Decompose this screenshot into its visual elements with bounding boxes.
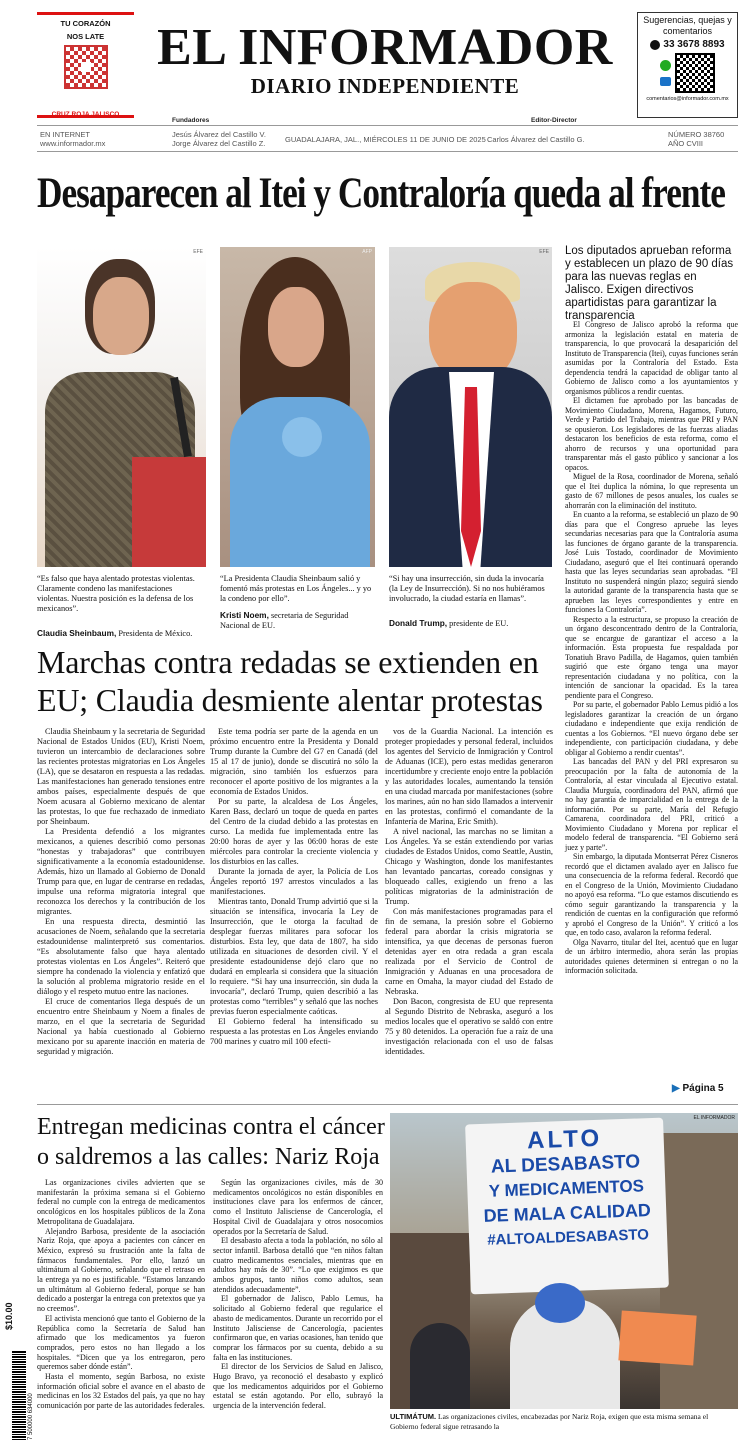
- story3-headline: Entregan medicinas contra el cáncer o saldremos a las calles: Nariz Roja: [37, 1114, 385, 1170]
- quote-sheinbaum: “Es falso que haya alentado protestas violentas. Claramente condeno las manifestaciones violentas. Nuestra posición es la defensa de los mexicanos”.: [37, 574, 195, 613]
- photo-credit: EFE: [193, 249, 203, 255]
- sign-line2: AL DESABASTO: [490, 1151, 641, 1178]
- contact-title: Sugerencias, quejas y comentarios: [643, 15, 732, 36]
- photo-trump: [389, 247, 552, 567]
- contact-box: [637, 12, 738, 118]
- story2-headline: Marchas contra redadas se extienden en EU; Claudia desmiente alentar protestas: [37, 644, 543, 718]
- founder-1: Jesús Álvarez del Castillo V.: [172, 130, 266, 139]
- site-url[interactable]: www.informador.mx: [40, 139, 106, 148]
- photo-credit: AFP: [362, 249, 372, 255]
- contact-qr-icon: [675, 53, 715, 93]
- contact-email[interactable]: comentarios@informador.com.mx: [646, 96, 729, 102]
- name-trump: Donald Trump,: [389, 618, 448, 628]
- newspaper-name: EL INFORMADOR: [157, 19, 613, 76]
- caption-text: Las organizaciones civiles, encabezadas por Nariz Roja, exigen que esta misma semana el Gobierno federal sigue retrasando la: [390, 1412, 709, 1431]
- name-sheinbaum: Claudia Sheinbaum,: [37, 628, 117, 638]
- protest-caption: [390, 1412, 738, 1431]
- role-sheinbaum: Presidenta de México.: [118, 629, 193, 638]
- founder-2: Jorge Álvarez del Castillo Z.: [172, 139, 266, 148]
- issue-year: AÑO CVIII: [668, 139, 704, 148]
- role-noem: secretaria de Seguridad Nacional de EU.: [220, 611, 349, 630]
- sign-line4: DE MALA CALIDAD: [483, 1200, 652, 1226]
- caption-sheinbaum: [37, 574, 206, 639]
- sign-line1: ALTO: [526, 1124, 603, 1155]
- name-noem: Kristi Noem,: [220, 610, 269, 620]
- phone-icon: [650, 40, 660, 50]
- caption-trump: [389, 574, 552, 629]
- barcode-icon: [12, 1350, 26, 1440]
- photo-credit: EL INFORMADOR: [693, 1115, 735, 1121]
- caption-noem: [220, 574, 375, 631]
- issue-number: NÚMERO 38760: [668, 130, 725, 139]
- photo-credit: EFE: [539, 249, 549, 255]
- photo-sheinbaum: [37, 247, 206, 567]
- barcode-number: 7 500000 634000: [28, 1393, 34, 1440]
- editor-label: Editor-Director: [531, 117, 577, 124]
- arrow-icon: ▶: [672, 1083, 680, 1094]
- story2-col2: Este tema podría ser parte de la agenda en un próximo encuentro entre la Presidenta y Donald Trump durante la Cumbre del G7 en Canadá (del 15 al 17 de junio), donde se discutirá no sólo la migración, sino también los esfuerzos para reconocer el aporte positivo de los migrantes a la economía de Estados Unidos. Por su parte, la alcaldesa de Los Ángeles, Karen Bass, declaró un toque de queda en partes del Centro de la ciudad debido a las protestas en curso. La medida fue implementada entre las 20:00 horas de ayer y las 06:00 horas de este miércoles para controlar la creciente violencia y los disturbios en las calles. Durante la jornada de ayer, la Policía de Los Ángeles reportó 197 arrestos vinculados a las manifestaciones. Mientras tanto, Donald Trump advirtió que si la situación se intensifica, invocaría la Ley de Insurrección, que le otorga la facultad de desplegar fuerzas militares para sofocar los disturbios. Esta ley, que data de 1807, ha sido utilizada en situaciones de desorden civil. Y el presidente estadounidense dejó claro que no dudará en emplearla si considera que la situación lo requiere. “Si hay una insurrección, sin duda la invocaría”, declaró Trump, quien describió a las protestas como “terribles” y señaló que las noches previas fueron especialmente caóticas. El Gobierno federal ha intensificado su respuesta a las protestas en Los Ángeles enviando 700 marines y cuatro mil 100 efecti-: [210, 727, 378, 1046]
- quote-trump: “Si hay una insurrección, sin duda la invocaría (la Ley de Insurrección). Si no nos hubiéramos involucrado, la ciudad estaría en llamas”.: [389, 574, 545, 603]
- story3-col1: Las organizaciones civiles advierten que se manifestarán la próxima semana si el Gobierno federal no cumple con la entrega de medicamentos oncológicos en los hospitales públicos de la Zona Metropolitana de Guadalajara. Alejandro Barbosa, presidente de la asociación Nariz Roja, que apoya a pacientes con cáncer en México, expresó su frustración ante la falta de fármacos fundamentales. Por ello, lanzó un ultimátum al Gobierno, señalando que el retraso en la entrega ya no es justificable. “Estamos lanzando un ultimátum al Gobierno federal, porque se han dedicado a postergar la entrega con pretextos que ya no creemos”. El activista mencionó que tanto el Gobierno de la República como la Secretaría de Salud han afirmado que los medicamentos ya fueron comprados, pero estos no han llegado a los hospitales. “Dicen que ya los entregaron, pero queremos saber dónde están”. Hasta el momento, según Barbosa, no existe información oficial sobre el avance en el abasto de medicinas en los 32 Estados del país, ya que no hay comunicación por parte de las autoridades federales.: [37, 1178, 205, 1411]
- quote-noem: “La Presidenta Claudia Sheinbaum salió y fomentó más protestas en Los Ángeles... y yo la condeno por ello”.: [220, 574, 372, 603]
- contact-phone[interactable]: 33 3678 8893: [663, 39, 725, 50]
- role-trump: presidente de EU.: [449, 619, 509, 628]
- cruz-roja-qr-icon: [64, 45, 108, 89]
- whatsapp-icon[interactable]: [660, 60, 671, 71]
- editor-name: Carlos Álvarez del Castillo G.: [487, 135, 585, 144]
- main-headline: Desaparecen al Itei y Contraloría queda al frente: [37, 170, 725, 217]
- cruz-roja-ad[interactable]: [37, 12, 134, 118]
- protest-photo: [390, 1113, 738, 1409]
- cruz-roja-line2: NOS LATE: [66, 32, 105, 41]
- newspaper-subtitle: DIARIO INDEPENDIENTE: [250, 74, 520, 98]
- lead-story-text: El Congreso de Jalisco aprobó la reforma que armoniza la legislación estatal en materia de transparencia, lo que provocará la desaparición del Instituto de Transparencia (Itei), cuyas funciones serán asumidas por la Contraloría del Estado. Esta dependencia tendrá la capacidad de obligar tanto al Gobierno de Jalisco como a los ayuntamientos y organismos públicos a rendir cuentas. El dictamen fue aprobado por las bancadas de Movimiento Ciudadano, Morena, Hagamos, Futuro, Verde y Partido del Trabajo, mientras que PRI y PAN se opusieron. Los legisladores de las fuerzas aliadas destacaron los beneficios de esta reforma, como el ahorro de recursos y una oportunidad para transparentar más el gasto público y sancionar a los opacos. Miguel de la Rosa, coordinador de Morena, señaló que el Itei duplica la nómina, lo que representa un gasto de 67 millones de pesos anuales, los cuales se ahorrarán con la eliminación del instituto. En cuanto a la reforma, se estableció un plazo de 90 días para que el Congreso apruebe las leyes secundarias necesarias para que la Contraloría asuma las funciones de órgano garante de la transparencia. José Luis Tostado, coordinador de Movimiento Ciudadano, aseguró que el Itei continuará operando hasta que las leyes secundarias sean aprobadas. “El Instituto no suspenderá ningún plazo; seguirá siendo la autoridad garante de la transparencia hasta que se aprueben las leyes correspondientes y entre en funciones la Contraloría”. Respecto a la estructura, se propuso la creación de un órgano desconcentrado dentro de la Contraloría, que se encargue de garantizar el acceso a la información. Esta propuesta fue respaldada por Tonatiuh Bravo Padilla, de Hagamos, quien también sugirió que este órgano tenga una mayor representación ciudadana y no política, con la intención de sancionar la opacidad. Es la tarea pendiente para el Congreso. Por su parte, el gobernador Pablo Lemus pidió a los legisladores garantizar la creación de un órgano ciudadano e independiente que exija rendición de cuentas a los Gobiernos. “El nuevo órgano debe ser independiente, con participación ciudadana, y debe obligar al Gobierno a rendir cuentas”. Las bancadas del PAN y del PRI expresaron su preocupación por la falta de autonomía de la Contraloría, al estar vinculada al Ejecutivo estatal. Claudia Murguía, coordinadora del PAN, afirmó que no hay garantía de imparcialidad en la entrega de la información. Por su parte, María del Refugio Camarena, coordinadora del PRI, criticó a Movimiento Ciudadano y Morena por replicar el modelo federal de transparencia. “El Gobierno será juez y parte”. Sin embargo, la diputada Montserrat Pérez Cisneros recordó que el dictamen avalado ayer en Jalisco fue una consecuencia de la reforma federal. Recordó que en el Congreso de la Unión, Movimiento Ciudadano no apoyó esa reforma. “Lo que estamos discutiendo es cómo seguir garantizando la transparencia y la rendición de cuentas en la configuración que reformó y aprobó el Congreso de la Unión”. Y criticó a los que, en todo caso, avalaron la reforma federal. Olga Navarro, titular del Itei, acentuó que en lugar de un árbitro intermedio, ahora serán las propias autoridades quienes determinen si entregan o no la información solicitada.: [565, 320, 738, 975]
- internet-label: EN INTERNET: [40, 130, 91, 139]
- dateline: GUADALAJARA, JAL., MIÉRCOLES 11 DE JUNIO DE 2025: [285, 135, 486, 144]
- founders-label: Fundadores: [172, 117, 210, 124]
- sign-line3: Y MEDICAMENTOS: [488, 1176, 645, 1201]
- caption-label: ULTIMÁTUM.: [390, 1412, 437, 1421]
- story2-col3: vos de la Guardia Nacional. La intención es proteger propiedades y personal federal, incluidos los agentes del Servicio de Inmigración y Control de Aduanas (ICE), pero estas medidas generaron incertidumbre y creciente enojo entre la población y las autoridades locales, aumentando la tensión en una ciudad marcada por manifestaciones (sobre los marines, aún no han sido llamados a intervenir en las protestas, confirmó el comandante de la Infantería de Marina, Eric Smith). A nivel nacional, las marchas no se limitan a Los Ángeles. Ya se están extendiendo por varias ciudades de Estados Unidos, como Seattle, Austin, Chicago y Washington, donde los manifestantes han levantado pancartas, coreado consignas y bloqueado calles, exigiendo un freno a las políticas migratorias de la administración de Trump. Con más manifestaciones programadas para el fin de semana, la presión sobre el Gobierno federal para abordar la crisis migratoria se intensifica, ya que decenas de personas fueron detenidas ayer en otra redada a gran escala realizada por el Servicio de Control de Inmigración y Aduanas en una procesadora de carne en Omaha, la mayor ciudad del Estado de Nebraska. Don Bacon, congresista de EU que representa al Segundo Distrito de Nebraska, aseguró a los medios locales que el operativo se saldó con entre 75 y 80 detenidos. La operación fue a raíz de una investigación relacionada con el uso de falsas identidades.: [385, 727, 553, 1056]
- page-reference[interactable]: ▶ Página 5: [672, 1083, 724, 1094]
- price: $10.00: [4, 1302, 14, 1330]
- sign-line5: #ALTOALDESABASTO: [487, 1226, 650, 1249]
- masthead: [140, 19, 630, 98]
- cruz-roja-footer: CRUZ ROJA JALISCO: [51, 111, 120, 118]
- lead-deck: Los diputados aprueban reforma y establecen un plazo de 90 días para las nuevas reglas en Jalisco. Exigen directivos apartidistas para garantizar la transparencia: [565, 245, 734, 322]
- photo-noem: [220, 247, 375, 567]
- story2-col1: Claudia Sheinbaum y la secretaria de Seguridad Nacional de Estados Unidos (EU), Kristi Noem, tuvieron un intercambio de declaraciones sobre las recientes protestas migratorias en Los Ángeles (LA), que se desataron en respuesta a las redadas. Las manifestaciones han generado tensiones entre ambos países, especialmente después de que Noem acusara al Gobierno mexicano de alentar las protestas, lo que fue rechazado de inmediato por Sheinbaum. La Presidenta defendió a los migrantes mexicanos, a quienes describió como personas “honestas y trabajadoras” que contribuyen significativamente a la economía estadounidense. Además, hizo un llamado al Gobierno de Donald Trump para que, en lugar de centrarse en redadas, impulse una reforma migratoria integral que reconozca los derechos y la contribución de los migrantes. En una respuesta directa, desmintió las acusaciones de Noem, señalando que la secretaria estadounidense malinterpretó sus comentarios. “Es absolutamente falso que haya alentado protestas violentas en Los Ángeles”. Reiteró que siempre ha condenado la violencia y enfatizó que la solución al problema migratorio reside en el diálogo y el respeto mutuo entre las naciones. El cruce de comentarios llega después de un encuentro entre Sheinbaum y Noem a finales de marzo, en el que la secretaria de Seguridad Nacional ya había cuestionado al Gobierno mexicano por su aparente inacción en materia de seguridad y migración.: [37, 727, 205, 1056]
- cruz-roja-line1: TU CORAZÓN: [60, 19, 111, 28]
- story3-col2: Según las organizaciones civiles, más de 30 medicamentos oncológicos no están disponibles en instituciones clave para los enfermos de cáncer, como el Instituto Jalisciense de Cancerología, el Hospital Civil de Guadalajara y otros nosocomios operados por la Secretaría de Salud. El desabasto afecta a toda la población, no sólo al sector infantil. Barbosa detalló que “en niños faltan cuatro medicamentos esenciales, mientras que en adultos hay más de 30”. “Lo que exigimos es que ambos grupos, tanto niños como adultos, sean atendidos adecuadamente”. El gobernador de Jalisco, Pablo Lemus, ha solicitado al Gobierno federal que regularice el abasto de medicamentos. Durante un recorrido por el Instituto Jalisciense de Cancerología, pacientes confirmaron que, en varias ocasiones, han tenido que comprar los fármacos por su cuenta, debido a su falta en las instituciones. El director de los Servicios de Salud en Jalisco, Hugo Bravo, ya reconoció el desabasto y explicó que los medicamentos adquiridos por el Gobierno estatal se están agotando. Por ello, subrayó la urgencia de la intervención federal.: [213, 1178, 383, 1411]
- message-icon[interactable]: [660, 77, 671, 86]
